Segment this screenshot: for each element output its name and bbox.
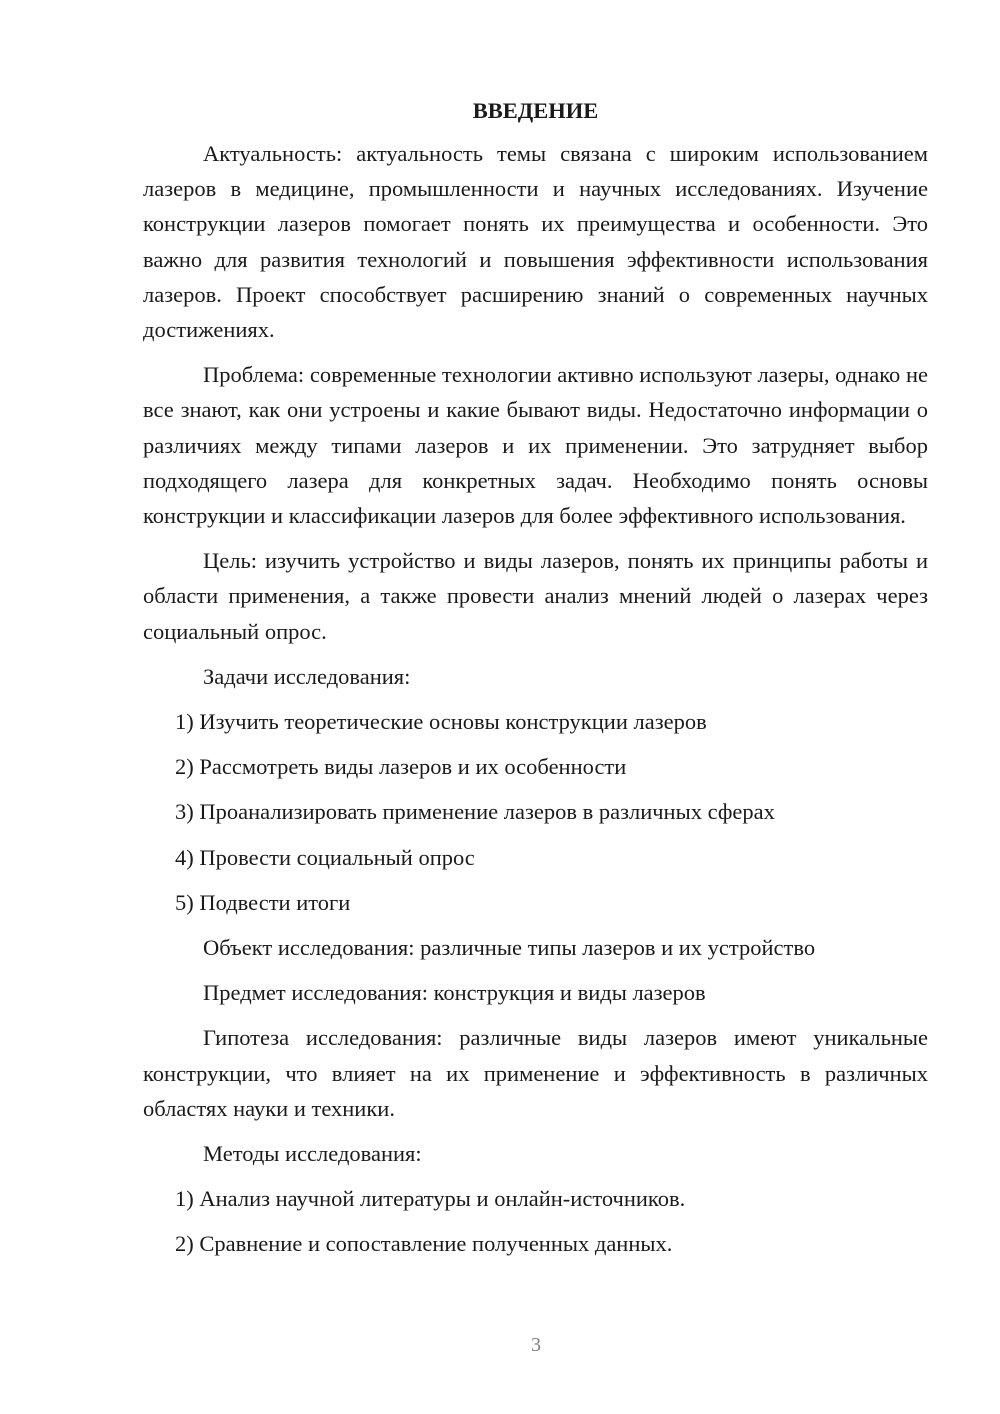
problem-paragraph: Проблема: современные технологии активно используют лазеры, однако не все знают, как они устроены и какие бывают виды. Недостаточно информации о различиях между типами лазеров и их применении. Это затрудняет выбор подходящего лазера для конкретных задач. Необходимо понять основы конструкции и классификации лазеров для более эффективного использования. (143, 362, 928, 529)
task-item: 4) Провести социальный опрос (175, 844, 475, 870)
page-number: 3 (531, 1334, 541, 1356)
tasks-heading: Задачи исследования: (203, 663, 411, 689)
method-item: 2) Сравнение и сопоставление полученных данных. (175, 1231, 673, 1257)
task-item: 3) Проанализировать применение лазеров в различных сферах (175, 799, 775, 825)
task-item: 2) Рассмотреть виды лазеров и их особенности (175, 754, 627, 780)
page-title: ВВЕДЕНИЕ (472, 98, 599, 123)
hypothesis-paragraph: Гипотеза исследования: различные виды лазеров имеют уникальные конструкции, что влияет на их применение и эффективность в различных областях науки и техники. (143, 1025, 928, 1121)
research-subject: Предмет исследования: конструкция и виды лазеров (203, 980, 706, 1006)
method-item: 1) Анализ научной литературы и онлайн-источников. (175, 1186, 686, 1212)
methods-heading: Методы исследования: (203, 1141, 422, 1167)
goal-paragraph: Цель: изучить устройство и виды лазеров, понять их принципы работы и области применения, а также провести анализ мнений людей о лазерах через социальный опрос. (143, 548, 928, 644)
relevance-paragraph: Актуальность: актуальность темы связана с широким использованием лазеров в медицине, промышленности и научных исследованиях. Изучение конструкции лазеров помогает понять их преимущества и особенности. Это важно для развития технологий и повышения эффективности использования лазеров. Проект способствует расширению знаний о современных научных достижениях. (143, 141, 928, 343)
page-content (143, 96, 928, 1272)
task-item: 1) Изучить теоретические основы конструкции лазеров (175, 709, 707, 735)
research-object: Объект исследования: различные типы лазеров и их устройство (203, 935, 816, 961)
task-item: 5) Подвести итоги (175, 889, 351, 915)
